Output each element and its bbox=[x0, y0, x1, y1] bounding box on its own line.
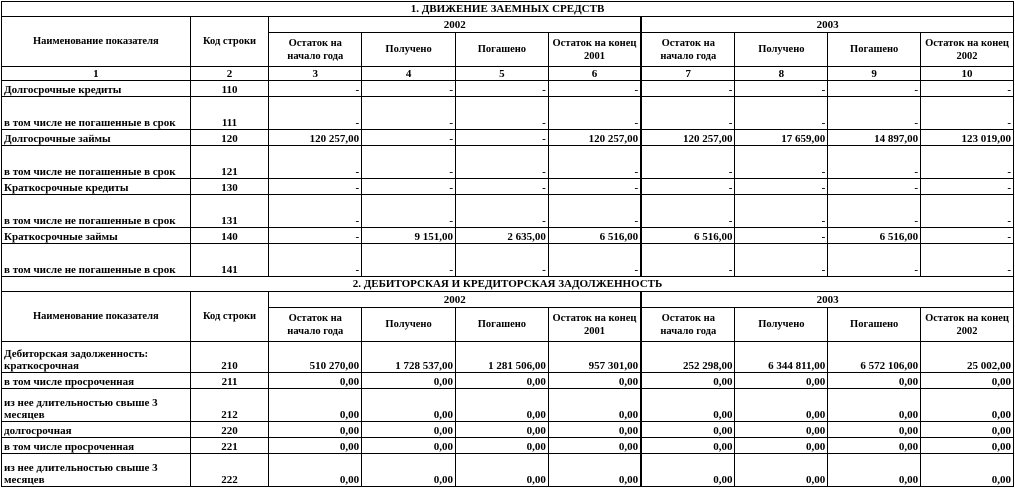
value-cell: - bbox=[456, 97, 549, 130]
value-cell: - bbox=[735, 146, 828, 179]
row-label: Дебиторская задолженность: краткосрочная bbox=[2, 342, 191, 373]
row-label: в том числе просроченная bbox=[2, 438, 191, 454]
row-code: 110 bbox=[190, 81, 269, 97]
value-cell: - bbox=[828, 195, 921, 228]
value-cell: - bbox=[548, 195, 641, 228]
column-number: 3 bbox=[269, 67, 362, 81]
value-cell: - bbox=[921, 228, 1014, 244]
value-cell: - bbox=[921, 179, 1014, 195]
value-cell: - bbox=[641, 146, 735, 179]
value-cell: 0,00 bbox=[641, 438, 735, 454]
value-cell: 6 516,00 bbox=[548, 228, 641, 244]
value-cell: - bbox=[735, 228, 828, 244]
column-header: Остаток на начало года bbox=[641, 33, 735, 67]
value-cell: - bbox=[269, 195, 362, 228]
value-cell: - bbox=[548, 179, 641, 195]
value-cell: 0,00 bbox=[921, 389, 1014, 422]
value-cell: 17 659,00 bbox=[735, 130, 828, 146]
table-row bbox=[2, 130, 1014, 146]
value-cell: 0,00 bbox=[828, 438, 921, 454]
value-cell: - bbox=[828, 244, 921, 277]
column-header: Остаток на конец 2002 bbox=[921, 308, 1014, 342]
row-label: в том числе не погашенные в срок bbox=[2, 97, 191, 130]
row-label: из нее длительностью свыше 3 месяцев bbox=[2, 389, 191, 422]
report-table bbox=[1, 1, 1014, 487]
value-cell: 0,00 bbox=[641, 422, 735, 438]
value-cell: 0,00 bbox=[828, 373, 921, 389]
value-cell: - bbox=[921, 195, 1014, 228]
value-cell: 0,00 bbox=[362, 389, 456, 422]
value-cell: 0,00 bbox=[641, 389, 735, 422]
row-label: в том числе просроченная bbox=[2, 373, 191, 389]
row-label: Долгосрочные займы bbox=[2, 130, 191, 146]
value-cell: 0,00 bbox=[735, 454, 828, 487]
value-cell: 14 897,00 bbox=[828, 130, 921, 146]
value-cell: - bbox=[735, 81, 828, 97]
value-cell: 0,00 bbox=[362, 373, 456, 389]
value-cell: - bbox=[828, 81, 921, 97]
name-column-header: Наименование показателя bbox=[2, 17, 191, 67]
row-code: 121 bbox=[190, 146, 269, 179]
table-row bbox=[2, 97, 1014, 130]
value-cell: 2 635,00 bbox=[456, 228, 549, 244]
year-header: 2003 bbox=[641, 17, 1013, 33]
value-cell: - bbox=[921, 146, 1014, 179]
value-cell: - bbox=[456, 179, 549, 195]
value-cell: 0,00 bbox=[548, 373, 641, 389]
row-code: 220 bbox=[190, 422, 269, 438]
table-row bbox=[2, 389, 1014, 422]
year-header: 2002 bbox=[269, 17, 641, 33]
value-cell: 0,00 bbox=[456, 422, 549, 438]
value-cell: - bbox=[269, 97, 362, 130]
column-header: Получено bbox=[735, 308, 828, 342]
table-row bbox=[2, 195, 1014, 228]
value-cell: 0,00 bbox=[362, 438, 456, 454]
value-cell: 0,00 bbox=[735, 422, 828, 438]
value-cell: - bbox=[548, 97, 641, 130]
value-cell: - bbox=[641, 179, 735, 195]
column-header: Получено bbox=[362, 308, 456, 342]
value-cell: 0,00 bbox=[735, 438, 828, 454]
row-label: из нее длительностью свыше 3 месяцев bbox=[2, 454, 191, 487]
value-cell: 0,00 bbox=[735, 373, 828, 389]
value-cell: - bbox=[456, 146, 549, 179]
row-code: 131 bbox=[190, 195, 269, 228]
row-code: 111 bbox=[190, 97, 269, 130]
row-code: 141 bbox=[190, 244, 269, 277]
value-cell: - bbox=[269, 228, 362, 244]
row-label: Долгосрочные кредиты bbox=[2, 81, 191, 97]
value-cell: 6 516,00 bbox=[828, 228, 921, 244]
column-header: Погашено bbox=[828, 33, 921, 67]
value-cell: 0,00 bbox=[828, 422, 921, 438]
section-title-row bbox=[2, 2, 1014, 17]
code-column-header: Код строки bbox=[190, 292, 269, 342]
year-header: 2002 bbox=[269, 292, 641, 308]
row-label: Краткосрочные кредиты bbox=[2, 179, 191, 195]
row-code: 212 bbox=[190, 389, 269, 422]
section-title: 2. ДЕБИТОРСКАЯ И КРЕДИТОРСКАЯ ЗАДОЛЖЕННОСТЬ bbox=[2, 277, 1014, 292]
table-row bbox=[2, 146, 1014, 179]
value-cell: - bbox=[362, 146, 456, 179]
row-code: 221 bbox=[190, 438, 269, 454]
row-code: 120 bbox=[190, 130, 269, 146]
value-cell: 0,00 bbox=[362, 422, 456, 438]
row-code: 222 bbox=[190, 454, 269, 487]
value-cell: 0,00 bbox=[456, 454, 549, 487]
value-cell: - bbox=[456, 81, 549, 97]
value-cell: - bbox=[456, 130, 549, 146]
value-cell: 0,00 bbox=[828, 389, 921, 422]
column-header: Погашено bbox=[456, 308, 549, 342]
row-label: в том числе не погашенные в срок bbox=[2, 146, 191, 179]
column-number: 4 bbox=[362, 67, 456, 81]
value-cell: 0,00 bbox=[269, 389, 362, 422]
value-cell: 0,00 bbox=[456, 373, 549, 389]
value-cell: - bbox=[456, 195, 549, 228]
value-cell: - bbox=[362, 130, 456, 146]
value-cell: 1 281 506,00 bbox=[456, 342, 549, 373]
row-label: Краткосрочные займы bbox=[2, 228, 191, 244]
value-cell: - bbox=[269, 179, 362, 195]
value-cell: 0,00 bbox=[921, 422, 1014, 438]
value-cell: 25 002,00 bbox=[921, 342, 1014, 373]
table-row bbox=[2, 454, 1014, 487]
value-cell: 0,00 bbox=[921, 373, 1014, 389]
value-cell: - bbox=[641, 81, 735, 97]
value-cell: 6 572 106,00 bbox=[828, 342, 921, 373]
value-cell: 0,00 bbox=[641, 454, 735, 487]
value-cell: 0,00 bbox=[548, 389, 641, 422]
column-number: 1 bbox=[2, 67, 191, 81]
value-cell: - bbox=[362, 97, 456, 130]
value-cell: 0,00 bbox=[269, 454, 362, 487]
column-number: 6 bbox=[548, 67, 641, 81]
value-cell: 123 019,00 bbox=[921, 130, 1014, 146]
value-cell: - bbox=[269, 81, 362, 97]
value-cell: - bbox=[548, 244, 641, 277]
value-cell: - bbox=[735, 244, 828, 277]
column-number: 10 bbox=[921, 67, 1014, 81]
value-cell: - bbox=[921, 97, 1014, 130]
row-code: 211 bbox=[190, 373, 269, 389]
value-cell: 6 516,00 bbox=[641, 228, 735, 244]
column-number: 5 bbox=[456, 67, 549, 81]
row-label: в том числе не погашенные в срок bbox=[2, 195, 191, 228]
value-cell: - bbox=[362, 81, 456, 97]
section-title-row bbox=[2, 277, 1014, 292]
value-cell: 510 270,00 bbox=[269, 342, 362, 373]
value-cell: - bbox=[548, 81, 641, 97]
column-header: Получено bbox=[362, 33, 456, 67]
value-cell: - bbox=[548, 146, 641, 179]
value-cell: 0,00 bbox=[456, 438, 549, 454]
row-label: в том числе не погашенные в срок bbox=[2, 244, 191, 277]
value-cell: - bbox=[735, 97, 828, 130]
value-cell: 252 298,00 bbox=[641, 342, 735, 373]
column-number: 9 bbox=[828, 67, 921, 81]
value-cell: 0,00 bbox=[548, 422, 641, 438]
value-cell: 0,00 bbox=[921, 438, 1014, 454]
column-header: Остаток на начало года bbox=[641, 308, 735, 342]
table-row bbox=[2, 342, 1014, 373]
value-cell: 0,00 bbox=[921, 454, 1014, 487]
value-cell: - bbox=[828, 146, 921, 179]
value-cell: - bbox=[641, 97, 735, 130]
value-cell: - bbox=[921, 81, 1014, 97]
row-label: долгосрочная bbox=[2, 422, 191, 438]
value-cell: - bbox=[735, 195, 828, 228]
table-row bbox=[2, 438, 1014, 454]
column-header: Остаток на конец 2002 bbox=[921, 33, 1014, 67]
year-header: 2003 bbox=[641, 292, 1013, 308]
value-cell: - bbox=[828, 179, 921, 195]
value-cell: 0,00 bbox=[269, 373, 362, 389]
value-cell: 120 257,00 bbox=[548, 130, 641, 146]
value-cell: - bbox=[828, 97, 921, 130]
row-code: 140 bbox=[190, 228, 269, 244]
table-row bbox=[2, 81, 1014, 97]
column-number: 8 bbox=[735, 67, 828, 81]
value-cell: - bbox=[362, 179, 456, 195]
row-code: 130 bbox=[190, 179, 269, 195]
table-row bbox=[2, 422, 1014, 438]
table-row bbox=[2, 228, 1014, 244]
value-cell: - bbox=[269, 146, 362, 179]
column-number: 2 bbox=[190, 67, 269, 81]
value-cell: 9 151,00 bbox=[362, 228, 456, 244]
column-header: Остаток на конец 2001 bbox=[548, 33, 641, 67]
value-cell: 0,00 bbox=[269, 438, 362, 454]
value-cell: 0,00 bbox=[828, 454, 921, 487]
value-cell: 120 257,00 bbox=[269, 130, 362, 146]
value-cell: - bbox=[456, 244, 549, 277]
column-header: Получено bbox=[735, 33, 828, 67]
column-header: Остаток на начало года bbox=[269, 308, 362, 342]
column-header: Погашено bbox=[828, 308, 921, 342]
value-cell: 957 301,00 bbox=[548, 342, 641, 373]
column-header: Остаток на начало года bbox=[269, 33, 362, 67]
value-cell: 0,00 bbox=[548, 438, 641, 454]
section-title: 1. ДВИЖЕНИЕ ЗАЕМНЫХ СРЕДСТВ bbox=[2, 2, 1014, 17]
value-cell: - bbox=[921, 244, 1014, 277]
value-cell: 0,00 bbox=[641, 373, 735, 389]
value-cell: 1 728 537,00 bbox=[362, 342, 456, 373]
table-row bbox=[2, 179, 1014, 195]
value-cell: 0,00 bbox=[269, 422, 362, 438]
table-row bbox=[2, 373, 1014, 389]
value-cell: - bbox=[641, 195, 735, 228]
code-column-header: Код строки bbox=[190, 17, 269, 67]
name-column-header: Наименование показателя bbox=[2, 292, 191, 342]
value-cell: - bbox=[735, 179, 828, 195]
value-cell: 120 257,00 bbox=[641, 130, 735, 146]
value-cell: - bbox=[362, 195, 456, 228]
column-header: Погашено bbox=[456, 33, 549, 67]
column-header: Остаток на конец 2001 bbox=[548, 308, 641, 342]
table-row bbox=[2, 244, 1014, 277]
column-number: 7 bbox=[641, 67, 735, 81]
value-cell: 6 344 811,00 bbox=[735, 342, 828, 373]
value-cell: 0,00 bbox=[362, 454, 456, 487]
value-cell: - bbox=[641, 244, 735, 277]
value-cell: 0,00 bbox=[548, 454, 641, 487]
row-code: 210 bbox=[190, 342, 269, 373]
value-cell: - bbox=[269, 244, 362, 277]
value-cell: 0,00 bbox=[456, 389, 549, 422]
value-cell: - bbox=[362, 244, 456, 277]
value-cell: 0,00 bbox=[735, 389, 828, 422]
